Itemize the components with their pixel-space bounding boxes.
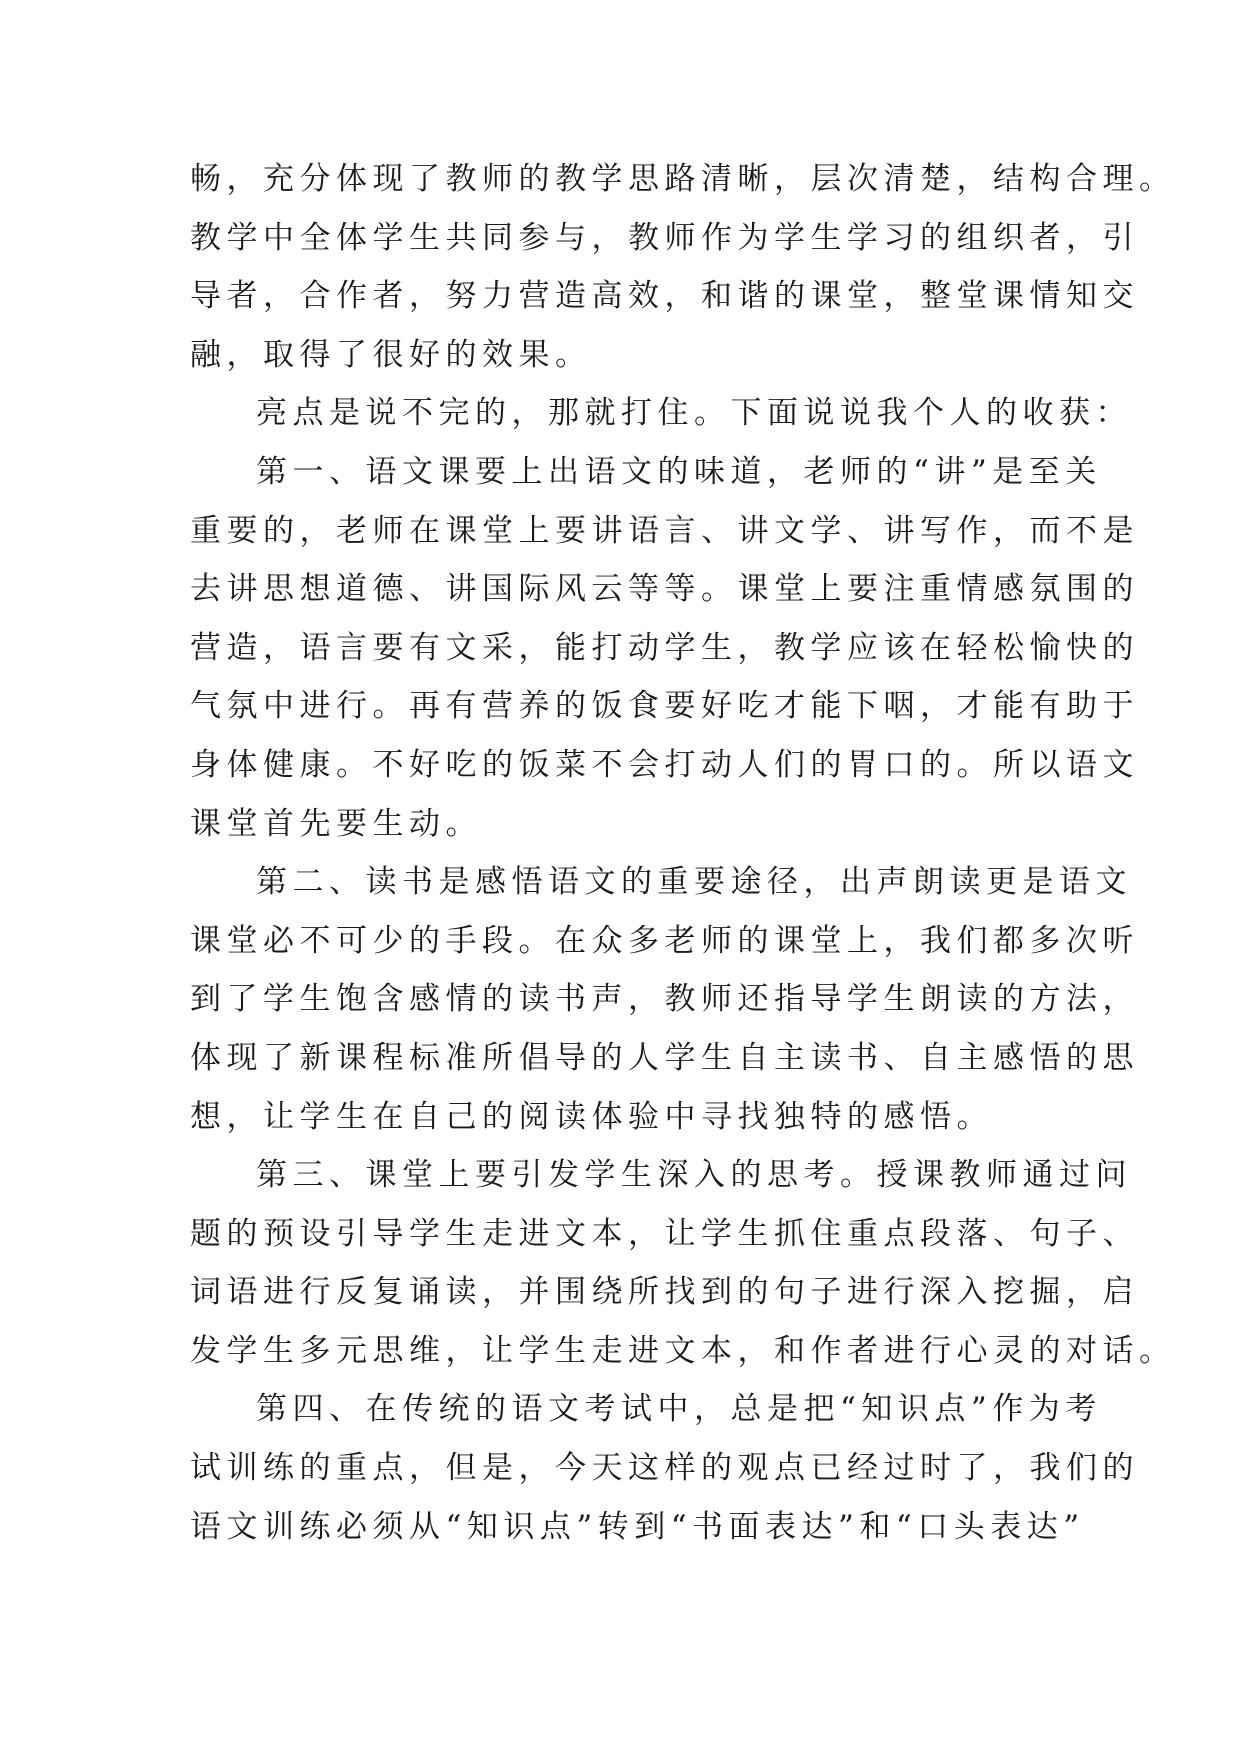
text-line: 试训练的重点，但是，今天这样的观点已经过时了，我们的 (190, 1450, 1139, 1487)
text-line: 语文训练必须从“知识点”转到“书面表达”和“口头表达” (190, 1508, 1085, 1545)
paragraph-6 (190, 1380, 1139, 1556)
text-line: 题的预设引导学生走进文本，让学生抓住重点段落、句子、 (190, 1215, 1139, 1252)
text-line: 导者，合作者，努力营造高效，和谐的课堂，整堂课情知交 (190, 278, 1139, 315)
text-line: 去讲思想道德、讲国际风云等等。课堂上要注重情感氛围的 (190, 571, 1139, 608)
text-line: 教学中全体学生共同参与，教师作为学生学习的组织者，引 (190, 219, 1139, 256)
text-line: 第四、在传统的语文考试中，总是把“知识点”作为考 (256, 1391, 1102, 1428)
text-line: 第二、读书是感悟语文的重要途径，出声朗读更是语文 (256, 864, 1132, 901)
text-line: 课堂必不可少的手段。在众多老师的课堂上，我们都多次听 (190, 922, 1139, 959)
text-line: 发学生多元思维，让学生走进文本，和作者进行心灵的对话。 (190, 1332, 1176, 1369)
text-line: 身体健康。不好吃的饭菜不会打动人们的胃口的。所以语文 (190, 746, 1139, 783)
text-line: 课堂首先要生动。 (190, 805, 482, 842)
text-line: 气氛中进行。再有营养的饭食要好吃才能下咽，才能有助于 (190, 688, 1139, 725)
text-line: 畅，充分体现了教师的教学思路清晰，层次清楚，结构合理。 (190, 161, 1176, 197)
text-line: 体现了新课程标准所倡导的人学生自主读书、自主感悟的思 (190, 1039, 1139, 1076)
document-page (190, 150, 1176, 1556)
text-line: 重要的，老师在课堂上要讲语言、讲文学、讲写作，而不是 (190, 512, 1139, 549)
text-line: 到了学生饱含感情的读书声，教师还指导学生朗读的方法， (190, 981, 1139, 1018)
paragraph-2 (190, 384, 1132, 443)
paragraph-4 (190, 853, 1139, 1146)
text-line: 词语进行反复诵读，并围绕所找到的句子进行深入挖掘，启 (190, 1274, 1139, 1311)
paragraph-1 (190, 150, 1176, 384)
text-line: 第三、课堂上要引发学生深入的思考。授课教师通过问 (256, 1157, 1132, 1194)
text-line: 营造，语言要有文采，能打动学生，教学应该在轻松愉快的 (190, 629, 1139, 666)
paragraph-5 (190, 1146, 1176, 1380)
text-line: 融，取得了很好的效果。 (190, 336, 592, 373)
text-line: 第一、语文课要上出语文的味道，老师的“讲”是至关 (256, 453, 1102, 490)
text-line: 想，让学生在自己的阅读体验中寻找独特的感悟。 (190, 1098, 993, 1135)
text-line: 亮点是说不完的，那就打住。下面说说我个人的收获： (256, 395, 1132, 432)
paragraph-3 (190, 443, 1139, 853)
